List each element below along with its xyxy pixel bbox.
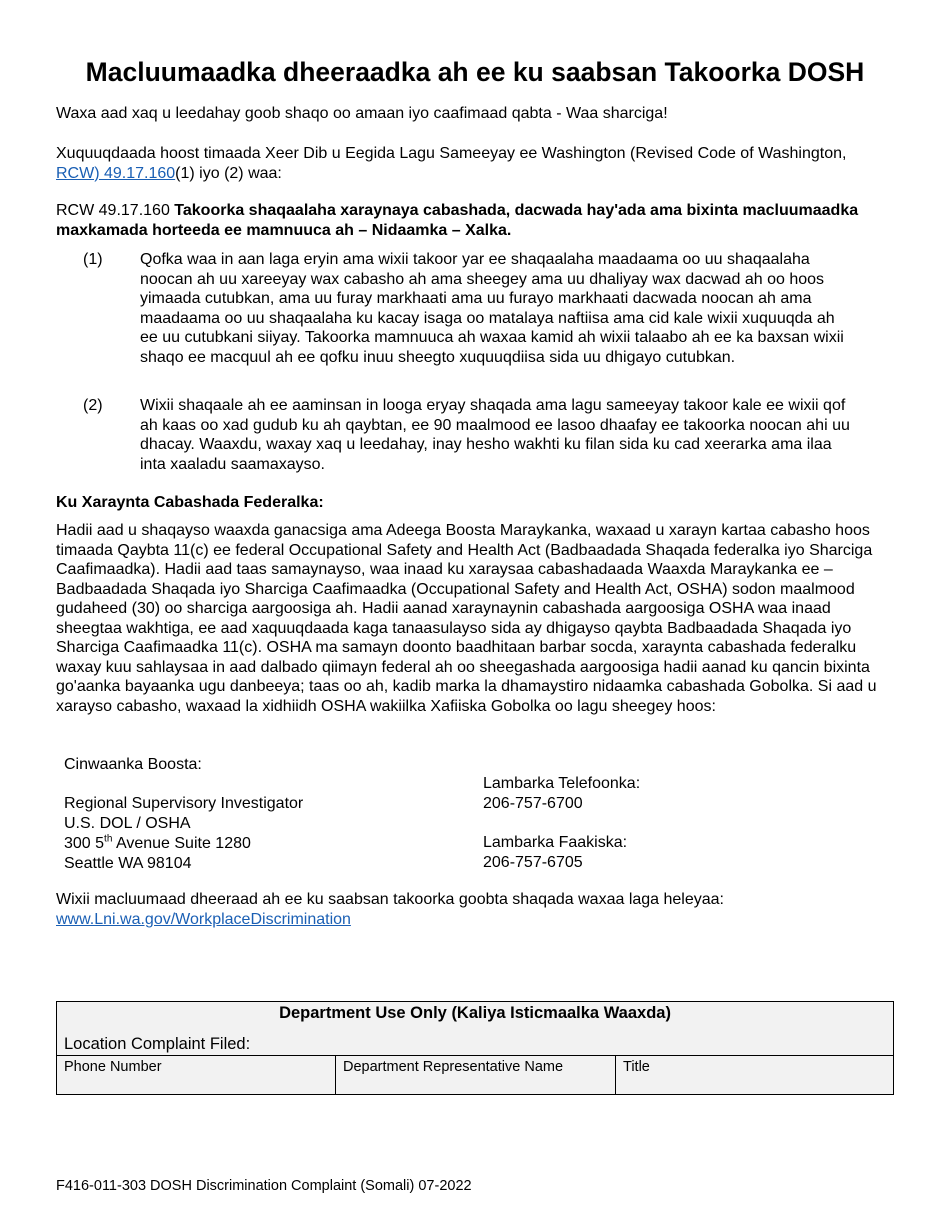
rcw-title: Takoorka shaqaalaha xaraynaya cabashada, dacwada hay'ada ama bixinta macluumaadka maxkamada horteeda ee mamnuuca ah – Nidaamka – Xalka. <box>56 202 859 239</box>
workplace-discrimination-link[interactable]: www.Lni.wa.gov/WorkplaceDiscrimination <box>56 910 351 928</box>
title-field[interactable]: Title <box>623 1059 650 1075</box>
department-rep-name-field[interactable]: Department Representative Name <box>336 1056 616 1095</box>
mailing-label: Cinwaanka Boosta: <box>64 756 202 773</box>
phone-number-field[interactable]: Phone Number <box>57 1056 336 1095</box>
department-fields-row <box>57 1055 893 1095</box>
fax-label: Lambarka Faakiska: <box>483 834 628 852</box>
federal-body: Hadii aad u shaqayso waaxda ganacsiga ama Adeega Boosta Maraykanka, waxaad u xarayn kartaa cabasho hoos timaada Qaybta 11(c) ee federal Occupational Safety and Health Act (Badbaadada Shaqada federalka iyo Sharciga Caafimaadka). Hadii aad taas samaynayso, waa inaad ku xaraysaa cabashadaada Waaxda Maraykanka ee – Badbaadada Shaqada iyo Sharciga Caafimaadka (Occupational Safety and Health Act, OSHA) sodon maalmood gudaheed (30) oo sharciga aargoosiga ah. Hadii aanad xaraynaynin cabashada aargoosiga OSHA waa inaad sheegtaa wakhtiga, ee aad xaquuqdaada kaga tanaasulayso sida ay dhigayso qaybta Badbaadada Shaqada iyo Sharciga Caafimaadka 11(c). OSHA ma samayn doonto baadhitaan barbar socda, xaraynta cabashada federalku waxay kuu sahlaysaa in aad dalbado qiimayn federal ah oo sheegashada aargoosiga hadii aanad ku qancin bixinta go'aanka bayaanka ugu danbeeya; taas oo ah, kadib marka la dhamaystiro nidaamka cabashada Gobolka. Si aad u xarayso cabasho, waxaad la xidhiidh OSHA wakiilka Xafiiska Gobolka oo lagu sheegey hoos: <box>56 522 877 715</box>
form-footer: F416-011-303 DOSH Discrimination Complaint (Somali) 07-2022 <box>56 1178 472 1194</box>
item-number: (2) <box>83 397 103 414</box>
department-box-title: Department Use Only (Kaliya Isticmaalka Waaxda) <box>279 1004 671 1022</box>
more-info-text: Wixii macluumaad dheeraad ah ee ku saabsan takoorka goobta shaqada waxaa laga heleyaa: <box>56 891 724 908</box>
rcw-ref: RCW 49.17.160 <box>56 202 175 219</box>
rcw-link[interactable]: RCW) 49.17.160 <box>56 164 176 182</box>
mailing-address <box>64 755 464 873</box>
address-line-2: U.S. DOL / OSHA <box>64 815 191 833</box>
item-number: (1) <box>83 251 103 268</box>
phone-value: 206-757-6700 <box>483 794 583 812</box>
address-line-3: 300 5th Avenue Suite 1280 <box>64 833 251 852</box>
contact-numbers <box>483 774 843 873</box>
rights-text-after: (1) iyo (2) waa: <box>175 164 282 182</box>
address-line-1: Regional Supervisory Investigator <box>64 795 304 813</box>
federal-heading: Ku Xaraynta Cabashada Federalka: <box>56 494 324 511</box>
page-title: Macluumaadka dheeraadka ah ee ku saabsan Takoorka DOSH <box>85 57 865 87</box>
department-use-box <box>56 1001 894 1095</box>
intro-text: Waxa aad xaq u leedahay goob shaqo oo amaan iyo caafimaad qabta - Waa sharciga! <box>56 105 668 122</box>
rcw-heading <box>56 201 894 240</box>
item-text: Qofka waa in aan laga eryin ama wixii takoor yar ee shaqaalaha maadaama oo uu shaqaalaha noocan ah uu xareeyay wax cabasho ah ama sheegey ama uu dhaliyay wax dacwad ah oo hoos yimaada cutubkan, ama uu furay markhaati ama uu furayo markhaati dacwada noocan ah ama maadaama oo uu shaqaalaha ku kacay isaga oo matalaya naftiisa ama cid kale wixii xuquuqda ah ee uu cutubkani siiyay. Takoorka mamnuuca ah waxaa kamid ah wixii talaabo ah ee ka baxsan wixii shaqo ee macquul ah ee qofku inuu sheegto xuquuqdiisa sida uu dhigayo cutubkan. <box>140 251 844 366</box>
fax-value: 206-757-6705 <box>483 853 583 871</box>
rights-text-before: Xuquuqdaada hoost timaada Xeer Dib u Eegida Lagu Sameeyay ee Washington (Revised Code of Washington, <box>56 145 847 162</box>
item-text: Wixii shaqaale ah ee aaminsan in looga eryay shaqada ama lagu sameeyay takoor kale ee wixii qof ah kaas oo xad gudub ku ah qaybtan, ee 90 maalmood ee lasoo dhaafay ee takoorka noocan ahi uu dhacay. Waaxdu, waxay xaq u leedahay, inay hesho wakhti ku filan sida ku cad xeerarka ama ilaa inta xaaladu saamaxayso. <box>140 397 850 473</box>
rights-paragraph <box>56 144 894 183</box>
address-line-4: Seattle WA 98104 <box>64 854 192 872</box>
more-info <box>56 890 894 929</box>
location-complaint-label: Location Complaint Filed: <box>64 1035 251 1053</box>
phone-label: Lambarka Telefoonka: <box>483 775 641 792</box>
